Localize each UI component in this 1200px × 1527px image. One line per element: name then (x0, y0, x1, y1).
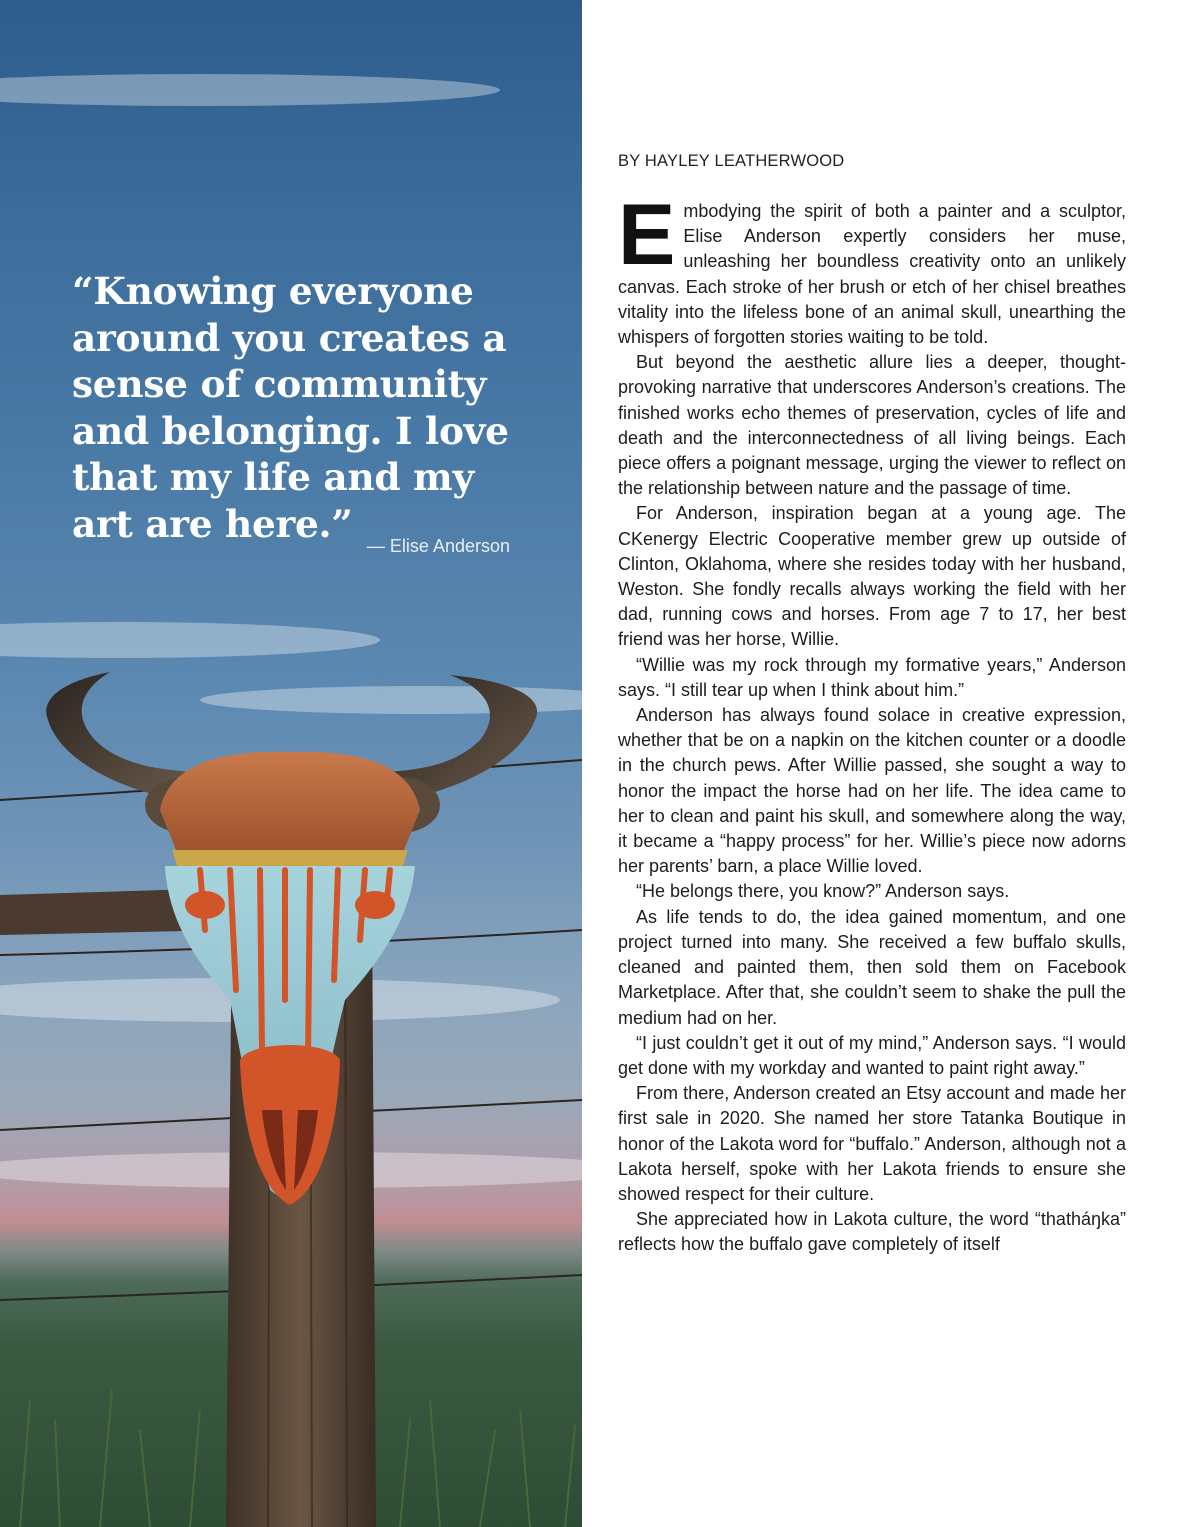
pull-quote-attribution: — Elise Anderson (366, 536, 510, 556)
article-paragraph: “I just couldn’t get it out of my mind,” Anderson says. “I would get done with my workday and wanted to paint right away.” (618, 1032, 1126, 1078)
skull-copper (160, 752, 420, 860)
pull-quote: “Knowing everyone around you creates a sense of community and belonging. I love that my life and my art are here.” (72, 269, 509, 546)
drop-cap: E (618, 187, 676, 283)
photo-panel (0, 0, 582, 1527)
article-paragraph: Anderson has always found solace in creative expression, whether that be on a napkin on the kitchen counter or a doodle in the church pews. After Willie passed, she sought a way to honor the impact the horse had on her life. The idea came to her to clean and paint his skull, and somewhere along the way, it became a “happy process” for her. Willie’s piece now adorns her parents’ barn, a place Willie loved. (618, 705, 1126, 877)
article-paragraph: “Willie was my rock through my formative years,” Anderson says. “I still tear up when I think about him.” (618, 654, 1126, 700)
article-paragraph: Embodying the spirit of both a painter and a sculptor, Elise Anderson expertly considers her muse, unleashing her boundless creativity onto an unlikely canvas. Each stroke of her brush or etch of her chisel breathes vitality into the lifeless bone of an animal skull, unearthing the whispers of forgotten stories waiting to be told. (618, 187, 1126, 348)
article-body (618, 187, 1126, 1258)
article-paragraph: She appreciated how in Lakota culture, the word “thatháŋka” reflects how the buffalo gave completely of itself (618, 1209, 1126, 1255)
article-paragraph: But beyond the aesthetic allure lies a deeper, thought-provoking narrative that underscores Anderson’s creations. The finished works echo themes of preservation, cycles of life and death and the interconnectedness of all living beings. Each piece offers a poignant message, urging the viewer to reflect on the relationship between nature and the passage of time. (618, 352, 1126, 499)
painted-buffalo-skull-icon (0, 0, 582, 1527)
article-paragraph: From there, Anderson created an Etsy account and made her first sale in 2020. She named her store Tatanka Boutique in honor of the Lakota word for “buffalo.” Anderson, although not a Lakota herself, spoke with her Lakota friends to ensure she showed respect for their culture. (618, 1083, 1126, 1204)
byline: BY HAYLEY LEATHERWOOD (618, 152, 845, 170)
article-paragraph: As life tends to do, the idea gained momentum, and one project turned into many. She received a few buffalo skulls, cleaned and painted them, then sold them on Facebook Marketplace. After that, she couldn’t seem to shake the pull the medium had on her. (618, 906, 1126, 1028)
article-paragraph: “He belongs there, you know?” Anderson says. (636, 881, 1010, 902)
article-paragraph: For Anderson, inspiration began at a young age. The CKenergy Electric Cooperative member grew up outside of Clinton, Oklahoma, where she resides today with her husband, Weston. She fondly recalls always working the field with her dad, running cows and horses. From age 7 to 17, her best friend was her horse, Willie. (618, 503, 1126, 650)
